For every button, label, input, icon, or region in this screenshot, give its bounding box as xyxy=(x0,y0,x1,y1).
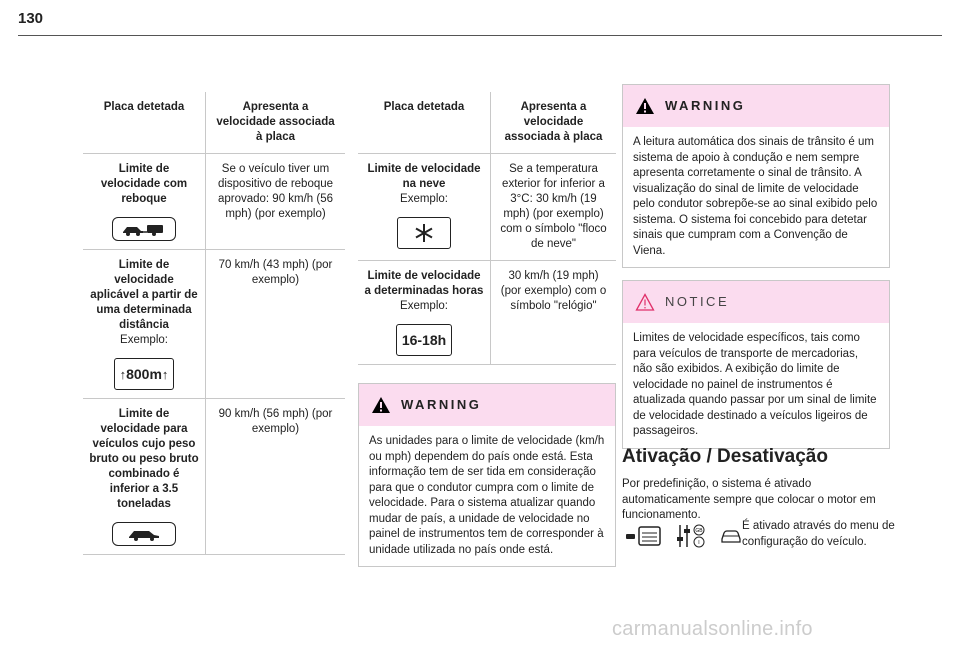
vehicle-settings-icon xyxy=(720,528,742,544)
warning-triangle-icon xyxy=(635,97,655,115)
sign-label: Limite de velocidade a determinadas horas xyxy=(364,270,484,297)
sign-label: Limite de velocidade com reboque xyxy=(100,163,188,205)
table-row xyxy=(358,154,616,261)
time-sign-text: 16-18h xyxy=(396,324,452,356)
sign-label: Limite de velocidade para veículos cujo peso bruto ou peso bruto combinado é inferior a 3.5 toneladas xyxy=(89,408,199,510)
header-rule xyxy=(18,35,942,36)
table-header: Apresenta a velocidade associada à placa xyxy=(491,92,617,154)
svg-text:I: I xyxy=(698,540,700,546)
notice-triangle-icon xyxy=(635,293,655,311)
table-header: Placa detetada xyxy=(358,92,491,154)
section-title: Ativação / Desativação xyxy=(622,446,828,467)
warning-triangle-icon xyxy=(371,396,391,414)
section-paragraph: Por predefinição, o sistema é ativado automaticamente sempre que colocar o motor em funcionamento. xyxy=(622,478,876,521)
screen-menu-icon xyxy=(626,525,662,547)
car-icon xyxy=(112,522,176,546)
notice-text: Limites de velocidade específicos, tais como para veículos de transporte de mercadorias, não são exibidos. A exibição do limite de velocidade no painel de instrumentos é atualizada quando passar por um sinal de limite de velocidade destinado a veículos ligeiros de passageiros. xyxy=(633,332,877,437)
table-header: Placa detetada xyxy=(83,92,206,154)
warning-box-reading xyxy=(622,84,890,268)
table-row xyxy=(83,399,345,555)
table-row xyxy=(83,154,345,250)
warning-box-units xyxy=(358,383,616,567)
warning-text: As unidades para o limite de velocidade (km/h ou mph) dependem do país onde está. Esta informação tem de ser tida em consideração para que o condutor cumpra com o limite de velocidade. Para o sistema atualizar quando mudar de país, a unidade de velocidade no painel de instrumentos tem de corresponder à unidade utilizada no país onde está. xyxy=(369,435,605,556)
sign-label: Limite de velocidade aplicável a partir de uma determinada distância xyxy=(90,259,198,331)
svg-text:GB: GB xyxy=(695,528,703,534)
sign-value: Se o veículo tiver um dispositivo de reboque aprovado: 90 km/h (56 mph) (por exemplo) xyxy=(206,154,346,250)
notice-box xyxy=(622,280,890,449)
speed-sign-table-right xyxy=(358,92,616,365)
warning-title: WARNING xyxy=(665,98,746,114)
sign-example-label: Exemplo: xyxy=(400,300,448,312)
settings-sliders-icon xyxy=(676,523,706,549)
sign-value: 90 km/h (56 mph) (por exemplo) xyxy=(206,399,346,555)
side-instruction: É ativado através do menu de configuração do veículo. xyxy=(742,520,895,548)
table-row xyxy=(83,250,345,399)
car-with-trailer-icon xyxy=(112,217,176,241)
activation-icons xyxy=(626,523,742,549)
warning-header xyxy=(623,85,889,127)
watermark: carmanualsonline.info xyxy=(612,618,813,640)
distance-sign-icon: ↑ 800m ↑ xyxy=(114,358,174,390)
sign-value: 30 km/h (19 mph) (por exemplo) com o símbolo "relógio" xyxy=(491,261,617,365)
snowflake-icon xyxy=(397,217,451,249)
sign-example-label: Exemplo: xyxy=(120,334,168,346)
speed-sign-table-left xyxy=(83,92,345,555)
warning-title: WARNING xyxy=(401,397,482,413)
table-row xyxy=(358,261,616,365)
notice-title: NOTICE xyxy=(665,294,730,310)
sign-label: Limite de velocidade na neve xyxy=(367,163,481,190)
warning-header xyxy=(359,384,615,426)
sign-value: Se a temperatura exterior for inferior a 3°C: 30 km/h (19 mph) (por exemplo) com o símbolo "floco de neve" xyxy=(491,154,617,261)
page-number: 130 xyxy=(18,10,44,27)
sign-example-label: Exemplo: xyxy=(400,193,448,205)
notice-header xyxy=(623,281,889,323)
sign-value: 70 km/h (43 mph) (por exemplo) xyxy=(206,250,346,399)
warning-text: A leitura automática dos sinais de trânsito é um sistema de apoio à condução e nem sempre apresenta corretamente o sinal de trânsito. A visualização do sinal de limite de velocidade pelo condutor sobrepõe-se ao sinal exibido pelo sistema. O sistema foi concebido para detetar sinais que cumpram com a Convenção de Viena. xyxy=(633,136,878,257)
distance-sign-text: 800m xyxy=(126,365,162,382)
table-header: Apresenta a velocidade associada à placa xyxy=(206,92,346,154)
